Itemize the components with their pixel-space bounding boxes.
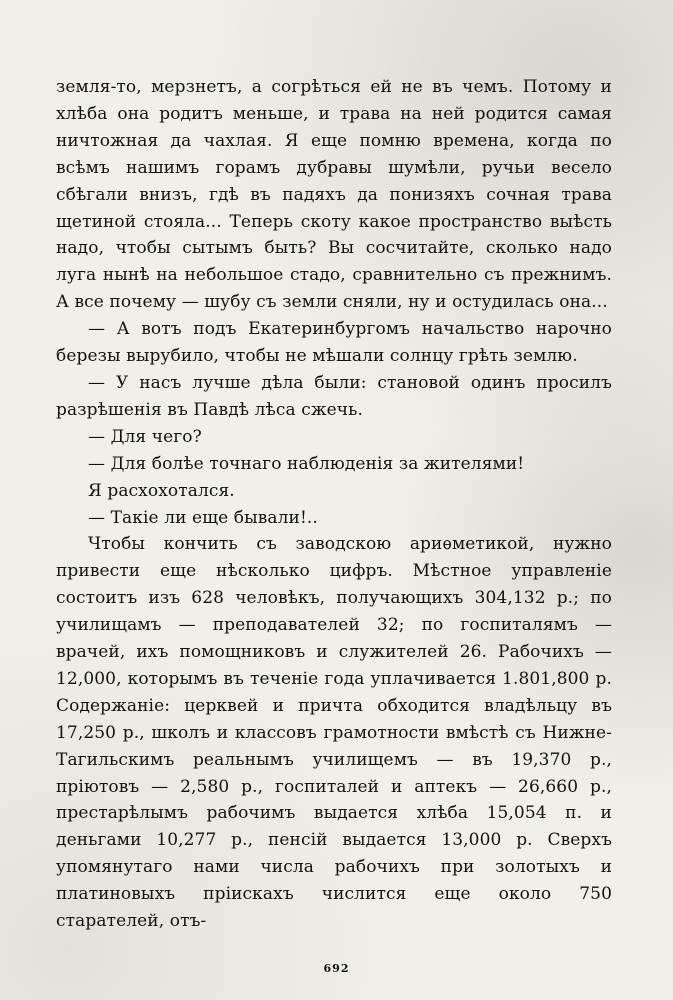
paragraph-2: — А вотъ подъ Екатеринбургомъ начальство нарочно березы вырубило, чтобы не мѣшали солнцу грѣть землю. bbox=[56, 319, 612, 367]
paragraph-3: — У насъ лучше дѣла были: становой одинъ просилъ разрѣшенія въ Павдѣ лѣса сжечь. bbox=[56, 372, 612, 420]
paragraph-6: Я расхохотался. bbox=[88, 480, 235, 501]
paragraph-1: земля-то, мерзнетъ, а согрѣться ей не въ чемъ. Потому и хлѣба она родитъ меньше, и трава на ней родится самая ничтожная да чахлая. Я еще помню времена, когда по всѣмъ нашимъ горамъ дубравы шумѣли, ручьи весело сбѣгали внизъ, гдѣ въ падяхъ да понизяхъ сочная трава щетиной стояла... Теперь скоту какое пространство выѣсть надо, чтобы сытымъ быть? Вы сосчитайте, сколько надо луга нынѣ на небольшое стадо, сравнительно съ прежнимъ. А все почему — шубу съ земли сняли, ну и остудилась она... bbox=[56, 77, 612, 313]
paragraph-5: — Для болѣе точнаго наблюденія за жителями! bbox=[88, 453, 525, 474]
paragraph-8: Чтобы кончить съ заводскою ариѳметикой, нужно привести еще нѣсколько цифръ. Мѣстное управленіе состоитъ изъ 628 человѣкъ, получающихъ 304,132 р.; по училищамъ — преподавателей 32; по госпиталямъ — врачей, ихъ помощниковъ и служителей 26. Рабочихъ — 12,000, которымъ въ теченіе года уплачивается 1.801,800 р. Содержаніе: церквей и причта обходится владѣльцу въ 17,250 р., школъ и классовъ грамотности вмѣстѣ съ Нижне-Тагильскимъ реальнымъ училищемъ — въ 19,370 р., пріютовъ — 2,580 р., госпиталей и аптекъ — 26,660 р., престарѣлымъ рабочимъ выдается хлѣба 15,054 п. и деньгами 10,277 р., пенсій выдается 13,000 р. Сверхъ упомянутаго нами числа рабочихъ при золотыхъ и платиновыхъ пріискахъ числится еще около 750 старателей, отъ- bbox=[56, 534, 612, 932]
page-body-text bbox=[56, 74, 612, 935]
page-number: 692 bbox=[323, 962, 350, 975]
paragraph-7: — Такіе ли еще бывали!.. bbox=[88, 507, 318, 528]
paragraph-4: — Для чего? bbox=[88, 426, 202, 447]
